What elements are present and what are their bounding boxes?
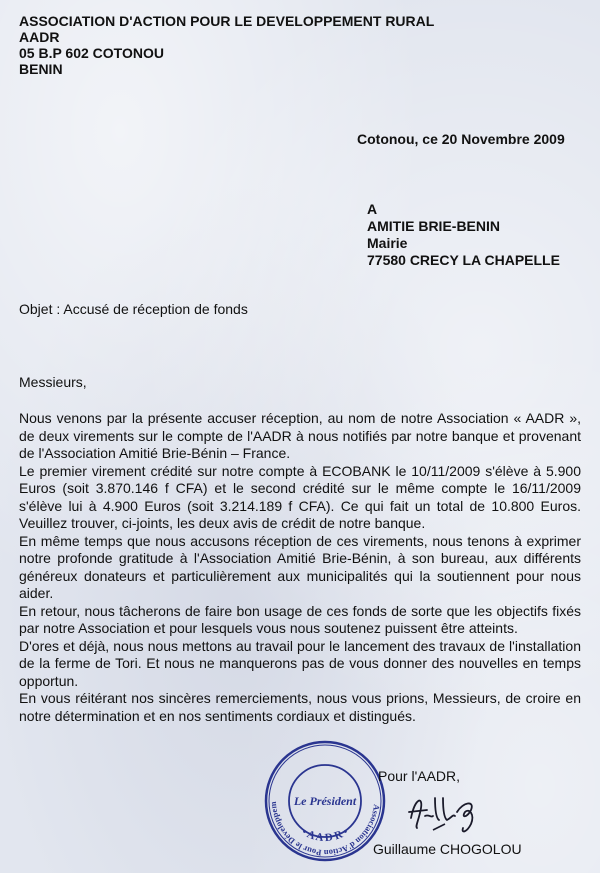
letter-body bbox=[19, 410, 581, 725]
closing-line: Pour l'AADR, bbox=[378, 768, 461, 784]
stamp-ring-text: Association d'Action Pour le Développem bbox=[267, 801, 382, 859]
paragraph: En vous réitérant nos sincères remerciements, nous vous prions, Messieurs, de croire en notre détermination et en nos sentiments cordiaux et distingués. bbox=[19, 690, 581, 724]
recipient-line3: 77580 CRECY LA CHAPELLE bbox=[367, 252, 560, 268]
stamp-center-text: Le Président bbox=[293, 794, 357, 808]
stamp-seal-icon bbox=[262, 738, 388, 864]
paragraph: En même temps que nous accusons réception de ces virements, nous tenons à exprimer notre profonde gratitude à l'Association Amitié Brie-Bénin, à son bureau, aux différents généreux donateurs et particulièrement aux municipalités qui la soutiennent pour nous aider. bbox=[19, 532, 581, 601]
sender-country: BENIN bbox=[19, 61, 63, 77]
stamp-bottom-text: • A A D R • bbox=[299, 825, 351, 845]
recipient-prefix: A bbox=[367, 201, 378, 217]
signature bbox=[405, 788, 495, 838]
sender-name: ASSOCIATION D'ACTION POUR LE DEVELOPPEMENT RURAL bbox=[19, 13, 435, 29]
official-stamp bbox=[262, 738, 388, 864]
paragraph: Nous venons par la présente accuser réception, au nom de notre Association « AADR », de deux virements sur le compte de l'AADR à nous notifiés par notre banque et provenant de l'Association Amitié Brie-Bénin – France. bbox=[19, 410, 581, 461]
paragraph: D'ores et déjà, nous nous mettons au travail pour le lancement des travaux de l'installation de la ferme de Tori. Et nous ne manquerons pas de vous donner des nouvelles en temps opportun. bbox=[19, 637, 581, 689]
sender-address: 05 B.P 602 COTONOU bbox=[19, 45, 164, 61]
recipient-name: AMITIE BRIE-BENIN bbox=[367, 218, 500, 234]
sender-block bbox=[19, 13, 434, 77]
paragraph: En retour, nous tâcherons de faire bon usage de ces fonds de sorte que les objectifs fixés par notre Association et pour lesquels vous nous soutenez puissent être atteints. bbox=[19, 602, 581, 636]
sender-acronym: AADR bbox=[19, 29, 60, 45]
signatory-name: Guillaume CHOGOLOU bbox=[373, 841, 522, 857]
date-line: Cotonou, ce 20 Novembre 2009 bbox=[357, 131, 565, 147]
subject-line: Objet : Accusé de réception de fonds bbox=[19, 301, 248, 317]
salutation: Messieurs, bbox=[19, 374, 87, 390]
handwritten-signature-icon bbox=[405, 788, 495, 838]
paragraph: Le premier virement crédité sur notre compte à ECOBANK le 10/11/2009 s'élève à 5.900 Euros (soit 3.870.146 f CFA) et le second crédité sur le même compte le 16/11/2009 s'élève lui à 4.900 Euros (soit 3.214.189 f CFA). Ce qui fait un total de 10.800 Euros. Veuillez trouver, ci-joints, les deux avis de crédit de notre banque. bbox=[19, 462, 581, 531]
recipient-block bbox=[367, 201, 560, 269]
recipient-line2: Mairie bbox=[367, 235, 408, 251]
